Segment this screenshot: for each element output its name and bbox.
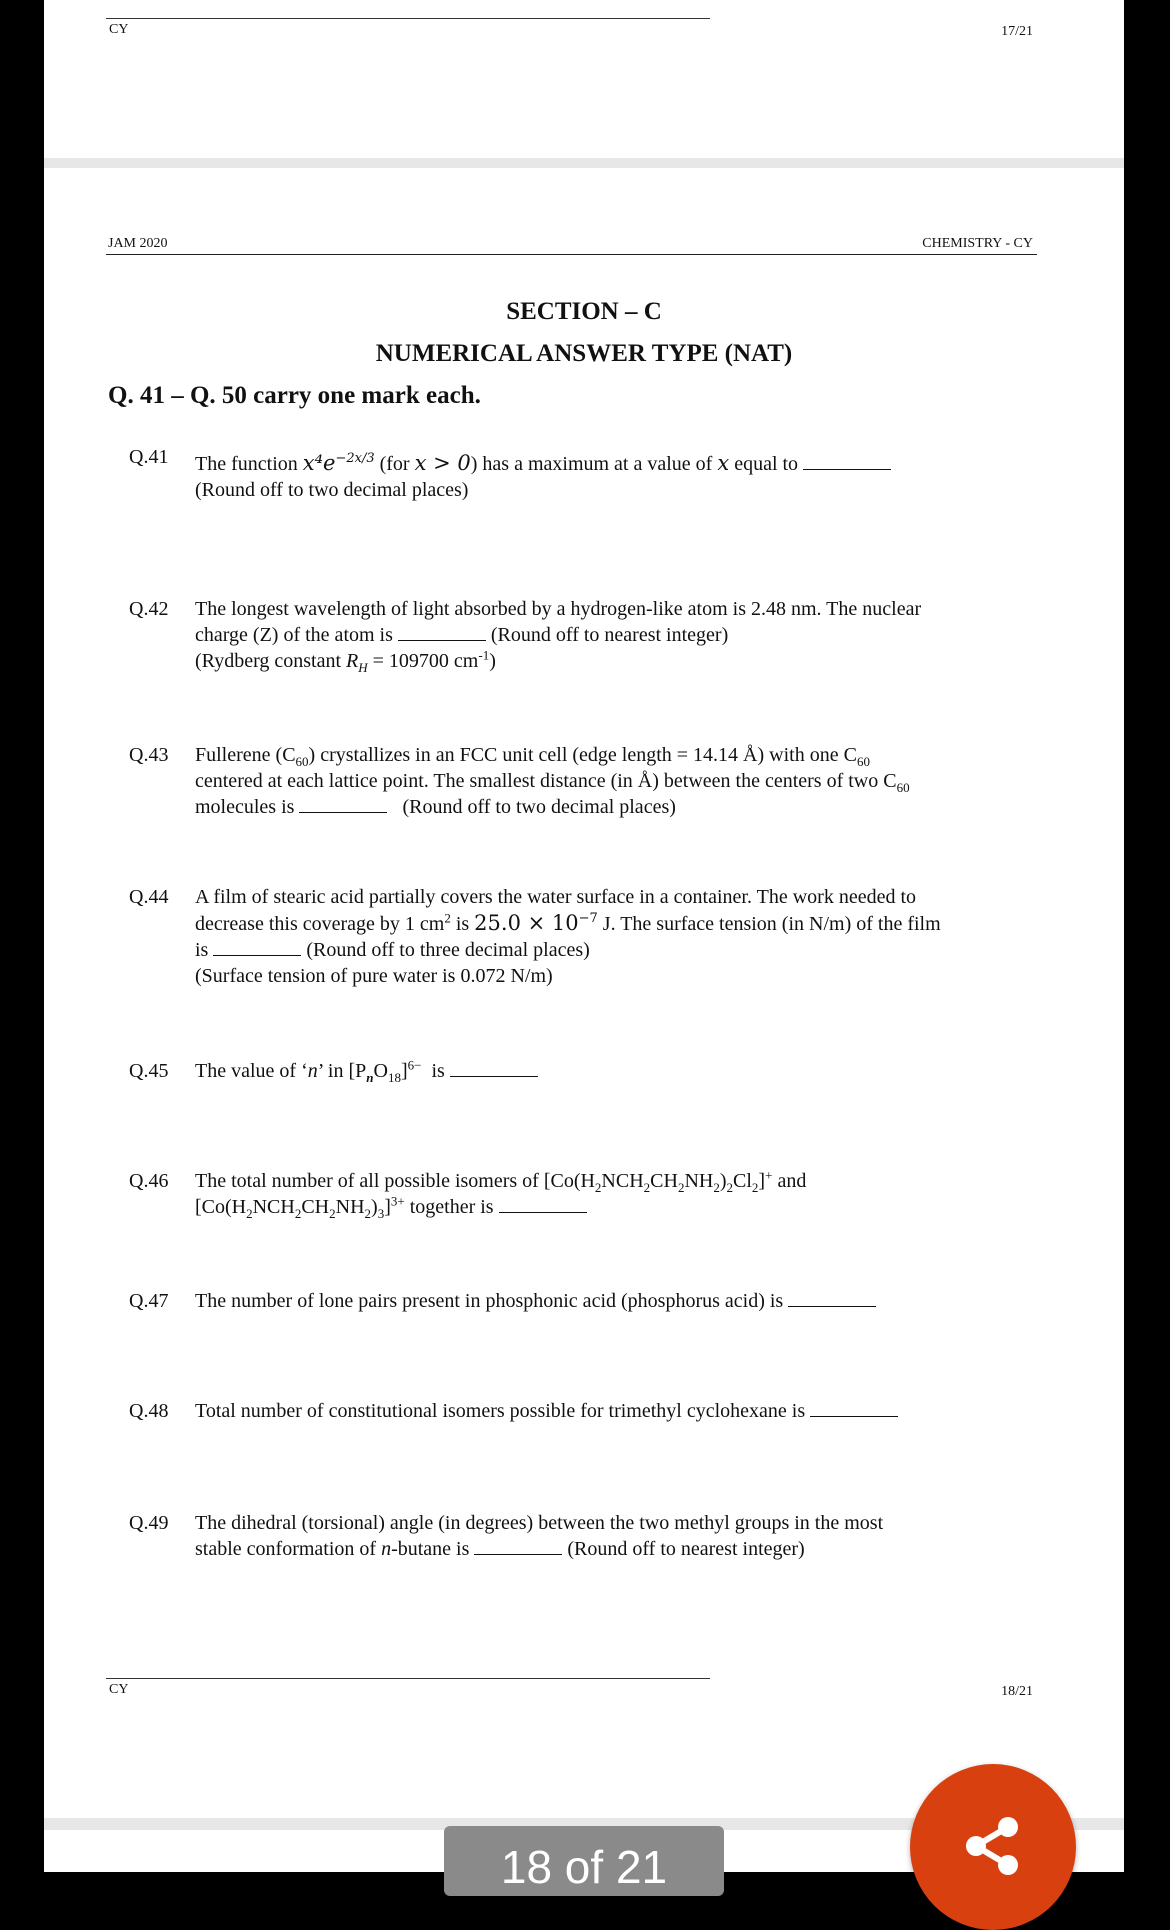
footer-right: 17/21 <box>1001 24 1033 39</box>
footer-left: CY <box>109 1682 129 1697</box>
question-text: The total number of all possible isomers of $[Co(H_2NCH_2CH_2NH_2)_2Cl_2]^+$ and $[Co(H_2NCH_2CH_2NH_2)_3]^{3+}$ together is <box>195 1167 807 1221</box>
marks-note: Q. 41 – Q. 50 carry one mark each. <box>108 382 481 409</box>
page-indicator: 18 of 21 <box>444 1826 724 1896</box>
answer-blank <box>398 622 486 641</box>
question-number: Q.41 <box>129 446 169 468</box>
question-number: Q.42 <box>129 598 169 620</box>
question-number: Q.45 <box>129 1060 169 1082</box>
question-text: The dihedral (torsional) angle (in degrees) between the two methyl groups in the most stable conformation of n-butane is (Round off to nearest integer) <box>195 1512 884 1560</box>
question-number: Q.47 <box>129 1290 169 1312</box>
answer-blank <box>450 1058 538 1077</box>
footer-rule <box>106 1678 710 1679</box>
question-text: The value of ‘n’ in $[P_nO_{18}]^{6-}$ is <box>195 1058 1029 1084</box>
section-subtitle: NUMERICAL ANSWER TYPE (NAT) <box>375 340 793 367</box>
answer-blank <box>788 1288 876 1307</box>
header-rule <box>106 254 1037 255</box>
question-number: Q.48 <box>129 1400 169 1422</box>
header-subject: CHEMISTRY - CY <box>922 236 1033 251</box>
answer-blank <box>213 937 301 956</box>
footer-right: 18/21 <box>1001 1684 1033 1699</box>
answer-blank <box>499 1194 587 1213</box>
question-text: Total number of constitutional isomers possible for trimethyl cyclohexane is <box>195 1398 1029 1424</box>
header-exam: JAM 2020 <box>108 236 168 251</box>
question-text: The longest wavelength of light absorbed by a hydrogen-like atom is 2.48 nm. The nuclear charge (Z) of the atom is (Round off to nearest integer) (Rydberg constant $R_H = 109700$ $cm^{-1}$) <box>195 598 922 675</box>
question-text: A film of stearic acid partially covers the water surface in a container. The work needed to decrease this coverage by 1 $cm^2$ is $25.0 \times 10^{-7}$ J. The surface tension (in N/m) of the film is (Round off to three decimal places) (Surface tension of pure water is 0.072 N/m) <box>195 886 941 987</box>
question-number: Q.46 <box>129 1170 169 1192</box>
answer-blank <box>299 794 387 813</box>
current-page <box>44 168 1124 1818</box>
question-number: Q.44 <box>129 886 169 908</box>
answer-blank <box>474 1536 562 1555</box>
question-number: Q.49 <box>129 1512 169 1534</box>
question-text: The function $x^4e^{-2x/3}$ (for x > 0) has a maximum at a value of x equal to (Round off to two decimal places) <box>195 450 1029 503</box>
section-title: SECTION – C <box>506 298 662 325</box>
answer-blank <box>803 451 891 470</box>
question-number: Q.43 <box>129 744 169 766</box>
document-viewer[interactable] <box>44 0 1124 1872</box>
question-text: The number of lone pairs present in phosphonic acid (phosphorus acid) is <box>195 1288 1029 1314</box>
footer-left: CY <box>109 22 129 37</box>
question-text: Fullerene $(C_{60})$ crystallizes in an FCC unit cell (edge length = 14.14 Å) with one $C_{60}$ centered at each lattice point. The smallest distance (in Å) between the centers of two $C_{60}$ molecules is (Round off to two decimal places) <box>195 744 910 818</box>
answer-blank <box>810 1398 898 1417</box>
share-icon <box>964 1816 1020 1876</box>
previous-page <box>44 0 1124 158</box>
share-button[interactable] <box>910 1764 1076 1930</box>
footer-rule <box>106 18 710 19</box>
